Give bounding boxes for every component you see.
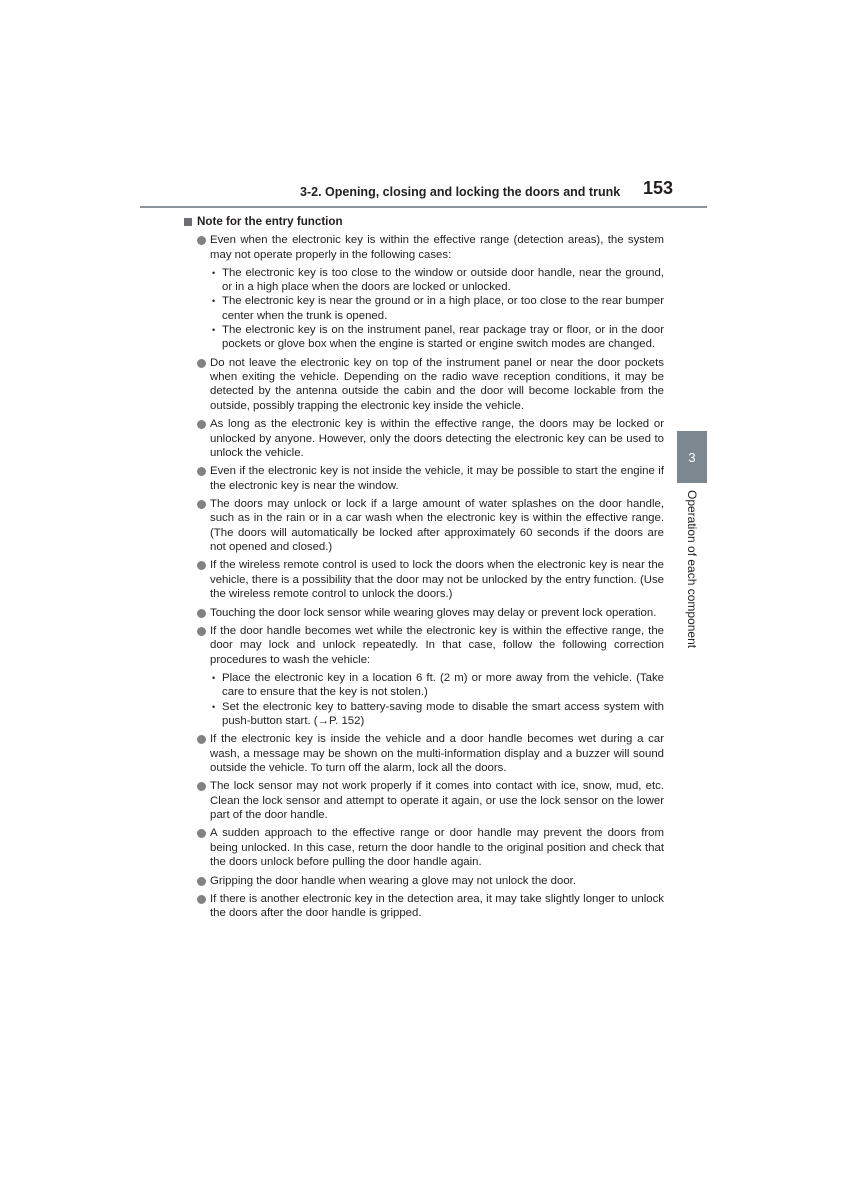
list-item: [184, 497, 664, 554]
circle-bullet-icon: [197, 561, 206, 570]
list-item: [184, 606, 664, 620]
small-bullet-icon: •: [212, 672, 216, 683]
circle-bullet-icon: [197, 359, 206, 368]
list-item-text: Even when the electronic key is within the effective range (detection areas), the system may not operate properly in the following cases:: [210, 234, 664, 261]
list-item-text: If the electronic key is inside the vehicle and a door handle becomes wet during a car wash, a message may be shown on the multi-information display and a buzzer will sound outside the vehicle. To turn off the alarm, lock all the doors.: [210, 733, 664, 774]
circle-bullet-icon: [197, 877, 206, 886]
section-tab-number: 3: [688, 449, 696, 465]
sub-list-item-text: The electronic key is near the ground or in a high place, or too close to the rear bumper center when the trunk is opened.: [222, 295, 664, 322]
list-item: [184, 826, 664, 869]
circle-bullet-icon: [197, 500, 206, 509]
list-item-text: The doors may unlock or lock if a large amount of water splashes on the door handle, such as in the rain or in a car wash when the electronic key is within the effective range. (The doors will automatically be locked after approximately 60 seconds if the doors are not opened and closed.): [210, 498, 664, 553]
small-bullet-icon: •: [212, 325, 216, 336]
small-bullet-icon: •: [212, 701, 216, 712]
sub-list-item: [210, 294, 664, 323]
list-item-text: Touching the door lock sensor while wearing gloves may delay or prevent lock operation.: [210, 606, 657, 619]
list-item-text: If there is another electronic key in the detection area, it may take slightly longer to unlock the doors after the door handle is gripped.: [210, 893, 664, 920]
circle-bullet-icon: [197, 609, 206, 618]
header-title: 3-2. Opening, closing and locking the doors and trunk: [300, 185, 621, 199]
list-item: [184, 558, 664, 601]
section-tab-title: Operation of each component: [685, 490, 699, 649]
sub-list: [210, 671, 664, 728]
sub-list-item-text: Place the electronic key in a location 6 ft. (2 m) or more away from the vehicle. (Take care to ensure that the key is not stolen.): [222, 671, 664, 699]
list-item: [184, 464, 664, 493]
list-item-text: Do not leave the electronic key on top of the instrument panel or near the door pockets when exiting the vehicle. Depending on the radio wave reception conditions, it may be detected by the antenna outside the cabin and the door will become lockable from the outside, possibly trapping the electronic key inside the vehicle.: [210, 356, 664, 412]
sub-list-item: [210, 700, 664, 729]
note-section: [184, 215, 664, 925]
section-tab[interactable]: [677, 431, 707, 483]
circle-bullet-icon: [197, 467, 206, 476]
circle-bullet-icon: [197, 829, 206, 838]
sub-list-item-text: Set the electronic key to battery-saving mode to disable the smart access system with push-button start. (→P. 152): [222, 700, 664, 727]
circle-bullet-icon: [197, 420, 206, 429]
circle-bullet-icon: [197, 782, 206, 791]
bullet-list: [184, 233, 664, 920]
small-bullet-icon: •: [212, 296, 216, 307]
sub-list-item: [210, 671, 664, 700]
sub-list: [210, 266, 664, 352]
list-item-text: A sudden approach to the effective range or door handle may prevent the doors from being unlocked. In this case, return the door handle to the original position and check that the doors unlock before pulling the door handle again.: [210, 827, 664, 869]
list-item-text: If the wireless remote control is used to lock the doors when the electronic key is near the vehicle, there is a possibility that the door may not be unlocked by the entry function. (Use the wireless remote control to unlock the doors.): [210, 559, 664, 601]
list-item: [184, 624, 664, 728]
list-item-text: As long as the electronic key is within the effective range, the doors may be locked or unlocked by anyone. However, only the doors detecting the electronic key can be used to unlock the vehicle.: [210, 418, 664, 459]
square-bullet-icon: [184, 218, 192, 226]
list-item-text: Gripping the door handle when wearing a glove may not unlock the door.: [210, 874, 577, 887]
sub-list-item-text: The electronic key is on the instrument panel, rear package tray or floor, or in the door pockets or glove box when the engine is started or engine switch modes are changed.: [222, 324, 664, 351]
list-item: [184, 233, 664, 351]
list-item-text: If the door handle becomes wet while the electronic key is within the effective range, the door may lock and unlock repeatedly. In that case, follow the following correction procedures to wash the vehicle:: [210, 625, 664, 666]
sub-list-item: [210, 323, 664, 352]
circle-bullet-icon: [197, 236, 206, 245]
page-number: 153: [642, 178, 673, 198]
section-heading: [184, 215, 664, 229]
list-item-text: The lock sensor may not work properly if it comes into contact with ice, snow, mud, etc. Clean the lock sensor and attempt to operate it again, or use the lock sensor on the lower part of the door handle.: [210, 780, 664, 821]
header-divider: [140, 206, 707, 208]
small-bullet-icon: •: [212, 267, 216, 278]
list-item: [184, 874, 664, 888]
list-item: [184, 892, 664, 921]
sub-list-item-text: The electronic key is too close to the window or outside door handle, near the ground, or in a high place when the doors are locked or unlocked.: [222, 266, 664, 294]
circle-bullet-icon: [197, 895, 206, 904]
section-heading-text: Note for the entry function: [197, 215, 343, 228]
sub-list-item: [210, 266, 664, 295]
list-item: [184, 356, 664, 413]
list-item: [184, 779, 664, 822]
list-item-text: Even if the electronic key is not inside the vehicle, it may be possible to start the engine if the electronic key is near the window.: [210, 465, 664, 492]
circle-bullet-icon: [197, 735, 206, 744]
circle-bullet-icon: [197, 627, 206, 636]
list-item: [184, 732, 664, 775]
list-item: [184, 417, 664, 460]
